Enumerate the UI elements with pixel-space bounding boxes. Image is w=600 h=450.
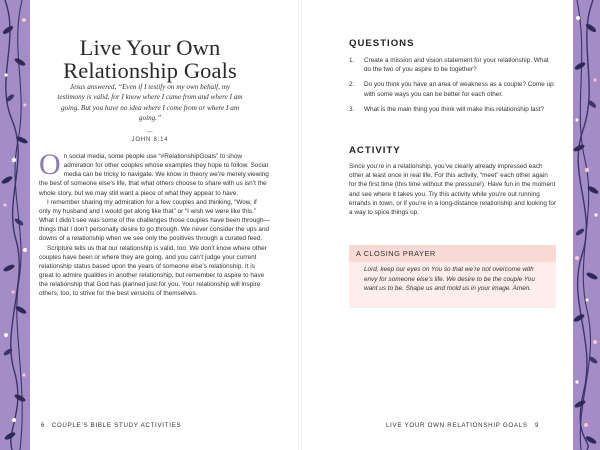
list-item [349, 56, 554, 74]
floral-pattern-icon [573, 0, 600, 450]
epigraph-quote: Jesus answered, “Even if I testify on my own behalf, my testimony is valid, for I know where I came from and where I am going. But you have no idea where I come from or where I am going.” [57, 83, 243, 123]
floral-border-left [0, 0, 30, 450]
questions-heading: QUESTIONS [349, 38, 415, 49]
question-number: 2. [349, 81, 355, 89]
tilde-ornament-icon: ~ [146, 127, 154, 136]
article-body [39, 148, 270, 299]
footer-book-title: COUPLE’S BIBLE STUDY ACTIVITIES [51, 422, 182, 429]
closing-prayer-box [349, 245, 556, 308]
question-number: 1. [349, 57, 355, 64]
page-title: Live Your Own Relationship Goals [63, 35, 237, 83]
floral-pattern-icon [0, 0, 30, 450]
question-text: Create a mission and vision statement for your relationship. What do the two of you aspire to be together? [364, 57, 549, 74]
questions-list [349, 56, 554, 120]
body-paragraph-3: Scripture tells us that our relationship is valid, too. We don’t know where other couples have been or where they are going, and you can’t judge your current relationship status based upon the years of someone else’s relationship. It is great to admire qualities in another relationship, but remember to aspire to have the relationship that God has planned just for you. Your relationship will inspire others, too, to strive for the best versions of themselves. [39, 244, 267, 298]
page-number-right: 9 [534, 422, 539, 429]
epigraph-reference: JOHN 8:14 [131, 137, 169, 143]
book-gutter [298, 0, 302, 450]
list-item [349, 80, 554, 98]
page-number-left: 6 [41, 422, 45, 429]
activity-text: Since you’re in a relationship, you’ve clearly already impressed each other at least once in real life. For this activity, “meet” each other again for the first time (this time without the pressure!). Have fun in the moment and see where it takes you. Try this activity while you’re out running errands in town, or if you’re in a long-distance relationship and looking for a way to spice things up. [349, 163, 557, 217]
footer-left [41, 422, 181, 429]
paragraph-text: n social media, some people use “#RelationshipGoals” to show admiration for other couples whose examples they hope to follow. Social media can be tricky to navigate. We know in theory we’re merely viewing the best of someone else’s life, that what others choose to share with us isn’t the whole story, but we may still want a piece of what they appear to have. [39, 153, 269, 197]
body-paragraph-1 [39, 148, 270, 198]
floral-border-right [573, 0, 600, 450]
list-item [349, 105, 554, 114]
footer-right [386, 422, 538, 429]
body-paragraph-2: I remember sharing my admiration for a few couples and thinking, “Wow, if only my husband and I would get along like that” or “I wish we were like this.” What I didn’t see was some of the challenges those couples have been through—things that I don’t personally desire to go through. We never consider the ups and downs of a relationship when we see only the positives through a curated feed. [39, 198, 270, 243]
drop-cap: O [39, 148, 61, 181]
question-text: What is the main thing you think will make this relationship last? [364, 105, 545, 113]
question-number: 3. [349, 105, 355, 113]
footer-chapter-title: LIVE YOUR OWN RELATIONSHIP GOALS [386, 422, 528, 429]
question-text: Do you think you have an area of weakness as a couple? Come up with some ways you can be better for each other. [364, 81, 554, 98]
prayer-text: Lord, keep our eyes on You so that we’re not overcome with envy for someone else’s life. We desire to be the couple You want us to be. Shape us and mold us in your image. Amen. [349, 262, 556, 308]
prayer-heading: A CLOSING PRAYER [356, 249, 436, 258]
activity-heading: ACTIVITY [349, 145, 401, 156]
